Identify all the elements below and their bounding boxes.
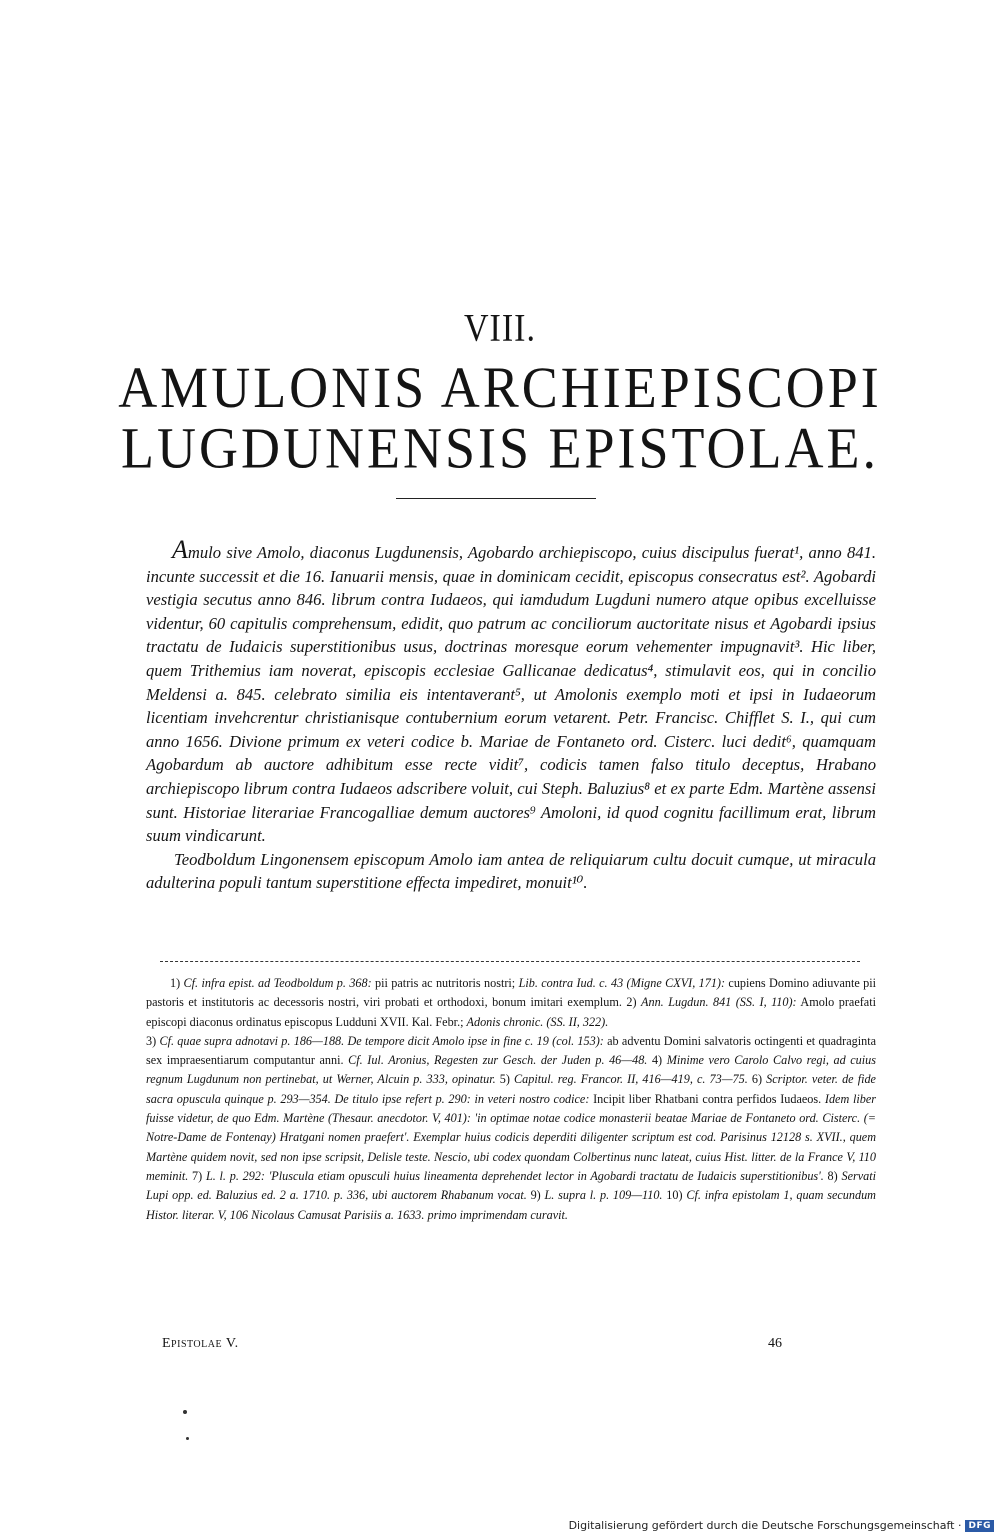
footnote-3-ref: Cf. quae supra adnotavi p. 186—188. De tempore dicit Amolo ipse in fine c. 19 (col. 153): [159,1033,604,1048]
footnote-3-number: 3) [146,1033,160,1048]
footnote-4-number: 4) [647,1053,667,1068]
page-title [0,355,1000,481]
footnote-6-text-2: Idem liber fuisse videtur, de quo Edm. Martène (Thesaur. anecdotor. V, 401): 'in optimae notae codice monasterii beatae Mariae de Fontaneto ord. Cisterc. (= Notre-Dame de Fontenay) Hratgani nomen praefert'. Exemplar huius codicis deperditi diligenter scriptum est cod. Parisinus 12128 s. XVII., quem Martène quidem novit, sed non ipse scripsit, Delisle teste. Nescio, ubi codex quondam Colbertinus nunc lateat, cuius Hist. litter. de la France V, 110 meminit. [146,1091,876,1183]
footnote-4-text: Minime vero Carolo Calvo regi, ad cuius regnum Lugdunum non pertinebat, ut Werner, Alcuin p. 333, opinatur. [146,1053,876,1087]
running-footer-title: Epistolae V. [162,1336,239,1351]
title-divider [396,498,596,499]
footnote-1-quote: pii patris ac nutritoris nostri; [371,976,519,990]
title-line-1: AMULONIS ARCHIEPISCOPI [118,355,882,421]
footnote-6-number: 6) [747,1072,767,1087]
footnote-7-number: 7) [188,1168,206,1183]
drop-cap: A [172,535,188,564]
footnote-10-text: Cf. infra epistolam 1, quam secundum Histor. literar. V, 106 Nicolaus Camusat Parisiis a. 1633. primo imprimendam curavit. [146,1188,876,1222]
footnote-10-number: 10) [662,1188,687,1203]
footnote-1-ref-2: Lib. contra Iud. c. 43 (Migne CXVI, 171): [518,976,726,990]
footnote-5-text: Capitul. reg. Francor. II, 416—419, c. 73—75. [514,1072,748,1087]
footnote-2-ref: Ann. Lugdun. 841 (SS. I, 110): [641,995,797,1010]
scan-speck [186,1437,189,1440]
footnote-9-text: L. supra l. p. 109—110. [544,1188,663,1203]
digitization-credit-text: Digitalisierung gefördert durch die Deutsche Forschungsgemeinschaft · [568,1519,962,1532]
scan-speck [183,1410,187,1414]
footnote-6-text: Scriptor. veter. de fide sacra opuscula quinque p. 293—354. De titulo ipse refert p. 290: in veteri nostro codice: [146,1072,876,1106]
chapter-numeral: VIII. [463,307,537,350]
paragraph-2: Teodboldum Lingonensem episcopum Amolo iam antea de reliquiarum cultu docuit cumque, ut miracula adulterina populi tantum superstitione effecta impediret, monuit¹⁰. [146,849,876,893]
digitization-credit [569,1519,994,1532]
footnote-7-text: L. l. p. 292: 'Pluscula etiam opusculi huius lineamenta deprehendet lector in Agobardi tractatu de Iudaicis superstitionibus'. [205,1168,824,1183]
footnote-divider [160,961,860,962]
paragraph-1-text: mulo sive Amolo, diaconus Lugdunensis, Agobardo archiepiscopo, cuius discipulus fuerat¹, anno 841. incunte successit et die 16. Ianuarii mensis, quae in dominicam cecidit, episcopus consecratus est². Agobardi vestigia secutus anno 846. librum contra Iudaeos, qui iamdudum Lugduni numero atque opibus excelluisse videntur, 60 capitulis comprehensum, edidit, quo patrum ac conciliorum auctoritate nisus et Agobardi ipsius tractatu de Iudaicis superstitionibus usus, doctrinas moresque eorum vehementer impugnavit³. Hic liber, quem Trithemius iam noverat, episcopis ecclesiae Gallicanae dedicatus⁴, stimulavit eos, qui in concilio Meldensi a. 845. celebrato similia eis intentaverant⁵, ut Amolonis exemplo moti et ipsi in Iudaeorum licentiam invehcrentur christianisque contubernium eorum vetarent. Petr. Francisc. Chifflet S. I., qui cum anno 1656. Divione primum ex veteri codice b. Mariae de Fontaneto ord. Cisterc. luci dedit⁶, quamquam Agobardum ab auctore adhibitum esse recte vidit⁷, codicis tamen falso titulo deceptus, Hrabano archiepiscopo librum contra Iudaeos adscribere voluit, cui Steph. Baluzius⁸ et ex parte Edm. Martène assensi sunt. Historiae literariae Francogalliae demum auctores⁹ Amoloni, id quod cognitu facillimum erat, librum suum vindicarunt. [146,543,876,846]
footnote-1-number: 1) [170,976,184,990]
footnote-6-quote: Incipit liber Rhatbani contra perfidos Iudaeos. [589,1091,825,1106]
footnote-3-quote: ab adventu Domini salvatoris octingenti et quadraginta sex impraesentiarum computantur anni. [146,1033,876,1068]
dfg-logo: DFG [965,1520,994,1532]
footnote-block [146,974,876,1225]
footnote-8-number: 8) [823,1168,842,1183]
page-number: 46 [768,1336,782,1351]
footnote-5-number: 5) [495,1072,515,1087]
paragraph-1 [146,535,876,848]
body-text [146,535,876,895]
footnote-1-ref: Cf. infra epist. ad Teodboldum p. 368: [183,976,372,990]
footnote-3-ref-2: Cf. Iul. Aronius, Regesten zur Gesch. der Juden p. 46—48. [348,1053,648,1068]
footnote-2-quote: Amolo praefati episcopi diaconus ordinatus episcopus Ludduni XVII. Kal. Febr.; [146,995,876,1029]
footnotes [146,974,876,1225]
footnote-9-number: 9) [526,1188,545,1203]
footnote-2-ref-2: Adonis chronic. (SS. II, 322). [466,1014,609,1029]
title-line-2: LUGDUNENSIS EPISTOLAE. [120,415,879,481]
footnote-1-quote-2: cupiens Domino adiuvante pii pastoris et institutoris ac decessoris nostri, viri probati et orthodoxi, bonum imitari exemplum. 2) [146,976,876,1010]
footnote-8-text: Servati Lupi opp. ed. Baluzius ed. 2 a. 1710. p. 336, ubi auctorem Rhabanum vocat. [146,1168,876,1203]
